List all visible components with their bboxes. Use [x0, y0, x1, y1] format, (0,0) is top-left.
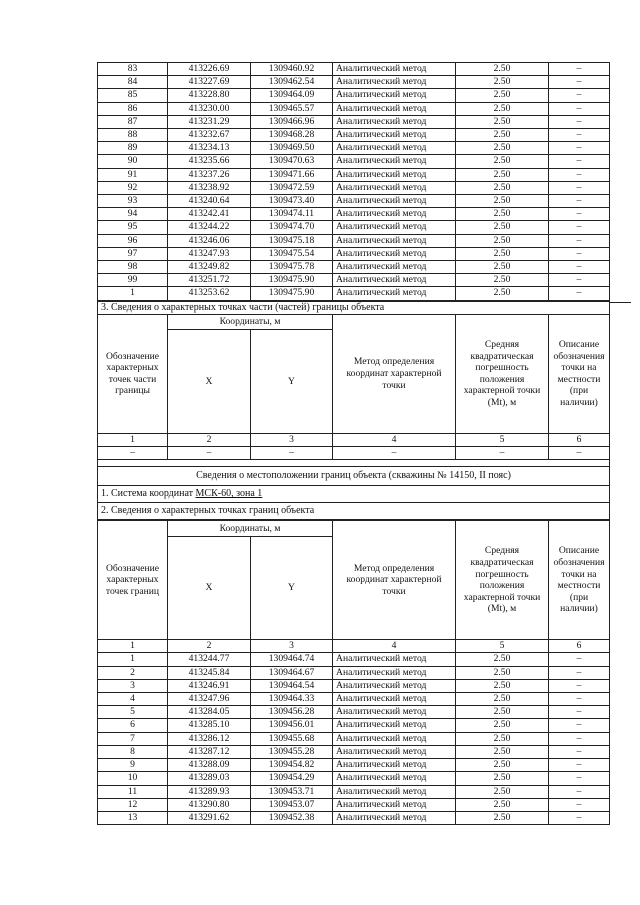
cell-number: 98 — [98, 261, 168, 274]
cell-y: 1309472.59 — [251, 181, 333, 194]
cell-description: – — [549, 76, 610, 89]
cell-description: – — [549, 759, 610, 772]
column-number-cell: 2 — [168, 433, 251, 446]
cell-y: 1309454.82 — [251, 759, 333, 772]
cell-description: – — [549, 115, 610, 128]
cell-number: 7 — [98, 732, 168, 745]
cell-error: 2.50 — [456, 102, 549, 115]
cell-description: – — [549, 679, 610, 692]
cell-description: – — [549, 195, 610, 208]
cell-description: – — [549, 221, 610, 234]
cell-y: 1309465.57 — [251, 102, 333, 115]
section3-header-description: Описание обозначения точки на местности (при наличии) — [549, 314, 610, 433]
cell-error: 2.50 — [456, 247, 549, 260]
table-row — [98, 785, 610, 798]
table-row — [98, 195, 610, 208]
table-row — [98, 208, 610, 221]
column-number-cell: – — [456, 447, 549, 460]
cell-method: Аналитический метод — [333, 693, 456, 706]
cell-x: 413240.64 — [168, 195, 251, 208]
upper-points-body — [98, 63, 610, 301]
cell-x: 413253.62 — [168, 287, 251, 300]
cell-method: Аналитический метод — [333, 653, 456, 666]
cell-error: 2.50 — [456, 181, 549, 194]
cell-number: 96 — [98, 234, 168, 247]
column-number-cell: 6 — [549, 433, 610, 446]
cell-x: 413227.69 — [168, 76, 251, 89]
cell-y: 1309460.92 — [251, 63, 333, 76]
cell-y: 1309469.50 — [251, 142, 333, 155]
section2-header-x: X — [168, 536, 251, 640]
cell-y: 1309453.71 — [251, 785, 333, 798]
table-row — [98, 719, 610, 732]
cell-y: 1309452.38 — [251, 811, 333, 824]
table-row — [98, 679, 610, 692]
cell-error: 2.50 — [456, 732, 549, 745]
cell-description: – — [549, 168, 610, 181]
cell-method: Аналитический метод — [333, 798, 456, 811]
table-row — [98, 772, 610, 785]
cell-error: 2.50 — [456, 287, 549, 300]
cell-y: 1309475.78 — [251, 261, 333, 274]
cell-method: Аналитический метод — [333, 287, 456, 300]
cell-description: – — [549, 247, 610, 260]
cell-y: 1309456.28 — [251, 706, 333, 719]
cell-method: Аналитический метод — [333, 221, 456, 234]
cell-error: 2.50 — [456, 155, 549, 168]
cell-y: 1309474.70 — [251, 221, 333, 234]
cell-number: 92 — [98, 181, 168, 194]
cell-number: 89 — [98, 142, 168, 155]
section3-header-designation: Обозначение характерных точек части границы — [98, 314, 168, 433]
section3-empty-row — [98, 447, 610, 460]
cell-description: – — [549, 208, 610, 221]
cell-x: 413289.93 — [168, 785, 251, 798]
cell-x: 413245.84 — [168, 666, 251, 679]
cell-error: 2.50 — [456, 115, 549, 128]
cell-y: 1309470.63 — [251, 155, 333, 168]
cell-number: 90 — [98, 155, 168, 168]
cell-y: 1309474.11 — [251, 208, 333, 221]
cell-error: 2.50 — [456, 679, 549, 692]
column-number-cell: 1 — [98, 640, 168, 653]
cell-description: – — [549, 181, 610, 194]
cell-number: 83 — [98, 63, 168, 76]
cell-error: 2.50 — [456, 129, 549, 142]
cell-y: 1309464.54 — [251, 679, 333, 692]
cell-method: Аналитический метод — [333, 679, 456, 692]
section2-header-y: Y — [251, 536, 333, 640]
column-number-cell: – — [98, 447, 168, 460]
cell-method: Аналитический метод — [333, 155, 456, 168]
table-row — [98, 234, 610, 247]
cell-error: 2.50 — [456, 759, 549, 772]
cell-x: 413246.91 — [168, 679, 251, 692]
cell-y: 1309455.68 — [251, 732, 333, 745]
table-row — [98, 155, 610, 168]
cell-error: 2.50 — [456, 208, 549, 221]
table-row — [98, 666, 610, 679]
coord-system-line — [98, 486, 610, 503]
cell-x: 413291.62 — [168, 811, 251, 824]
cell-method: Аналитический метод — [333, 772, 456, 785]
cell-method: Аналитический метод — [333, 785, 456, 798]
cell-x: 413231.29 — [168, 115, 251, 128]
cell-error: 2.50 — [456, 785, 549, 798]
cell-number: 94 — [98, 208, 168, 221]
cell-method: Аналитический метод — [333, 811, 456, 824]
cell-method: Аналитический метод — [333, 208, 456, 221]
cell-description: – — [549, 653, 610, 666]
column-number-cell: 1 — [98, 433, 168, 446]
coord-system-prefix: 1. Система координат — [101, 488, 196, 500]
cell-x: 413246.06 — [168, 234, 251, 247]
cell-description: – — [549, 772, 610, 785]
cell-x: 413226.69 — [168, 63, 251, 76]
section3-header-coords: Координаты, м — [168, 314, 333, 329]
column-number-cell: 3 — [251, 433, 333, 446]
cell-number: 97 — [98, 247, 168, 260]
cell-description: – — [549, 287, 610, 300]
cell-method: Аналитический метод — [333, 89, 456, 102]
section2-header-description: Описание обозначения точки на местности (при наличии) — [549, 521, 610, 640]
cell-method: Аналитический метод — [333, 115, 456, 128]
table-row — [98, 247, 610, 260]
cell-error: 2.50 — [456, 234, 549, 247]
cell-x: 413234.13 — [168, 142, 251, 155]
cell-method: Аналитический метод — [333, 719, 456, 732]
cell-description: – — [549, 63, 610, 76]
cell-number: 2 — [98, 666, 168, 679]
cell-description: – — [549, 102, 610, 115]
column-number-cell: – — [251, 447, 333, 460]
cell-method: Аналитический метод — [333, 666, 456, 679]
table-row — [98, 798, 610, 811]
table-row — [98, 287, 610, 300]
table-row — [98, 732, 610, 745]
cell-number: 84 — [98, 76, 168, 89]
cell-error: 2.50 — [456, 142, 549, 155]
cell-error: 2.50 — [456, 195, 549, 208]
table-row — [98, 142, 610, 155]
table-row — [98, 261, 610, 274]
column-number-cell: 4 — [333, 433, 456, 446]
cell-error: 2.50 — [456, 666, 549, 679]
column-number-cell: 6 — [549, 640, 610, 653]
cell-error: 2.50 — [456, 693, 549, 706]
table-row — [98, 811, 610, 824]
cell-number: 3 — [98, 679, 168, 692]
table-row — [98, 115, 610, 128]
cell-description: – — [549, 142, 610, 155]
cell-x: 413247.93 — [168, 247, 251, 260]
table-row — [98, 129, 610, 142]
section2-header-designation: Обозначение характерных точек границ — [98, 521, 168, 640]
cell-description: – — [549, 129, 610, 142]
cell-description: – — [549, 89, 610, 102]
cell-method: Аналитический метод — [333, 142, 456, 155]
column-number-cell: – — [333, 447, 456, 460]
cell-y: 1309456.01 — [251, 719, 333, 732]
table-row — [98, 181, 610, 194]
cell-x: 413244.22 — [168, 221, 251, 234]
cell-x: 413242.41 — [168, 208, 251, 221]
upper-points-table — [97, 62, 610, 301]
cell-y: 1309464.09 — [251, 89, 333, 102]
cell-method: Аналитический метод — [333, 274, 456, 287]
section3-header-y: Y — [251, 330, 333, 434]
table-row — [98, 693, 610, 706]
cell-description: – — [549, 798, 610, 811]
cell-method: Аналитический метод — [333, 129, 456, 142]
cell-number: 93 — [98, 195, 168, 208]
cell-number: 10 — [98, 772, 168, 785]
table-row — [98, 759, 610, 772]
cell-number: 87 — [98, 115, 168, 128]
table-row — [98, 76, 610, 89]
cell-number: 13 — [98, 811, 168, 824]
cell-number: 85 — [98, 89, 168, 102]
coord-system-value: МСК-60, зона 1 — [195, 488, 263, 500]
cell-y: 1309475.90 — [251, 274, 333, 287]
cell-number: 88 — [98, 129, 168, 142]
cell-x: 413290.80 — [168, 798, 251, 811]
column-number-cell: 3 — [251, 640, 333, 653]
cell-x: 413238.92 — [168, 181, 251, 194]
cell-y: 1309475.18 — [251, 234, 333, 247]
cell-y: 1309454.29 — [251, 772, 333, 785]
cell-y: 1309464.67 — [251, 666, 333, 679]
cell-number: 4 — [98, 693, 168, 706]
table-row — [98, 274, 610, 287]
cell-number: 12 — [98, 798, 168, 811]
cell-x: 413232.67 — [168, 129, 251, 142]
cell-error: 2.50 — [456, 89, 549, 102]
table-row — [98, 102, 610, 115]
cell-y: 1309455.28 — [251, 745, 333, 758]
cell-x: 413249.82 — [168, 261, 251, 274]
column-number-cell: – — [549, 447, 610, 460]
cell-description: – — [549, 785, 610, 798]
section2-header-coords: Координаты, м — [168, 521, 333, 536]
section2-title: 2. Сведения о характерных точках границ объекта — [98, 503, 610, 520]
cell-method: Аналитический метод — [333, 732, 456, 745]
cell-method: Аналитический метод — [333, 102, 456, 115]
cell-error: 2.50 — [456, 261, 549, 274]
cell-description: – — [549, 719, 610, 732]
cell-number: 86 — [98, 102, 168, 115]
column-number-cell: 5 — [456, 433, 549, 446]
cell-number: 9 — [98, 759, 168, 772]
section3-number-row — [98, 433, 610, 446]
lower-points-body — [98, 653, 610, 825]
cell-error: 2.50 — [456, 221, 549, 234]
cell-number: 1 — [98, 287, 168, 300]
cell-description: – — [549, 693, 610, 706]
cell-description: – — [549, 234, 610, 247]
cell-number: 95 — [98, 221, 168, 234]
cell-error: 2.50 — [456, 706, 549, 719]
cell-error: 2.50 — [456, 811, 549, 824]
section3-spacer — [98, 460, 610, 467]
cell-error: 2.50 — [456, 76, 549, 89]
column-number-cell: 4 — [333, 640, 456, 653]
cell-x: 413237.26 — [168, 168, 251, 181]
cell-number: 1 — [98, 653, 168, 666]
location-title: Сведения о местоположении границ объекта (скважины № 14150, II пояс) — [98, 467, 610, 486]
cell-error: 2.50 — [456, 745, 549, 758]
margin-rule — [609, 302, 631, 303]
cell-y: 1309471.66 — [251, 168, 333, 181]
table-row — [98, 89, 610, 102]
cell-description: – — [549, 666, 610, 679]
section3-header-x: X — [168, 330, 251, 434]
cell-y: 1309462.54 — [251, 76, 333, 89]
column-number-cell: – — [168, 447, 251, 460]
cell-error: 2.50 — [456, 653, 549, 666]
section3-header-error: Средняя квадратическая погрешность положения характерной точки (Mt), м — [456, 314, 549, 433]
cell-number: 6 — [98, 719, 168, 732]
cell-x: 413251.72 — [168, 274, 251, 287]
cell-method: Аналитический метод — [333, 76, 456, 89]
table-row — [98, 653, 610, 666]
cell-number: 91 — [98, 168, 168, 181]
document-page — [97, 62, 609, 825]
cell-method: Аналитический метод — [333, 195, 456, 208]
cell-x: 413247.96 — [168, 693, 251, 706]
section2-table — [97, 520, 610, 825]
cell-y: 1309475.90 — [251, 287, 333, 300]
cell-description: – — [549, 706, 610, 719]
cell-x: 413284.05 — [168, 706, 251, 719]
cell-description: – — [549, 261, 610, 274]
column-number-cell: 2 — [168, 640, 251, 653]
cell-number: 8 — [98, 745, 168, 758]
cell-description: – — [549, 732, 610, 745]
cell-y: 1309466.96 — [251, 115, 333, 128]
table-row — [98, 63, 610, 76]
cell-method: Аналитический метод — [333, 706, 456, 719]
cell-description: – — [549, 811, 610, 824]
cell-method: Аналитический метод — [333, 745, 456, 758]
cell-x: 413287.12 — [168, 745, 251, 758]
cell-error: 2.50 — [456, 274, 549, 287]
cell-method: Аналитический метод — [333, 234, 456, 247]
cell-method: Аналитический метод — [333, 181, 456, 194]
cell-x: 413228.80 — [168, 89, 251, 102]
section3-table — [97, 301, 610, 521]
table-row — [98, 168, 610, 181]
cell-error: 2.50 — [456, 168, 549, 181]
cell-error: 2.50 — [456, 63, 549, 76]
section2-header-method: Метод определения координат характерной точки — [333, 521, 456, 640]
cell-number: 99 — [98, 274, 168, 287]
table-row — [98, 706, 610, 719]
column-number-cell: 5 — [456, 640, 549, 653]
cell-y: 1309473.40 — [251, 195, 333, 208]
table-row — [98, 221, 610, 234]
cell-method: Аналитический метод — [333, 261, 456, 274]
cell-x: 413244.77 — [168, 653, 251, 666]
cell-description: – — [549, 274, 610, 287]
cell-method: Аналитический метод — [333, 168, 456, 181]
cell-description: – — [549, 155, 610, 168]
cell-number: 5 — [98, 706, 168, 719]
cell-method: Аналитический метод — [333, 759, 456, 772]
cell-x: 413235.66 — [168, 155, 251, 168]
cell-method: Аналитический метод — [333, 63, 456, 76]
cell-y: 1309453.07 — [251, 798, 333, 811]
section2-number-row — [98, 640, 610, 653]
cell-y: 1309475.54 — [251, 247, 333, 260]
section3-title: 3. Сведения о характерных точках части (частей) границы объекта — [98, 301, 610, 314]
cell-method: Аналитический метод — [333, 247, 456, 260]
cell-y: 1309464.33 — [251, 693, 333, 706]
cell-error: 2.50 — [456, 719, 549, 732]
cell-y: 1309468.28 — [251, 129, 333, 142]
cell-x: 413230.00 — [168, 102, 251, 115]
cell-x: 413288.09 — [168, 759, 251, 772]
cell-number: 11 — [98, 785, 168, 798]
cell-x: 413289.03 — [168, 772, 251, 785]
table-row — [98, 745, 610, 758]
cell-error: 2.50 — [456, 798, 549, 811]
section3-header-method: Метод определения координат характерной точки — [333, 314, 456, 433]
cell-error: 2.50 — [456, 772, 549, 785]
cell-y: 1309464.74 — [251, 653, 333, 666]
cell-description: – — [549, 745, 610, 758]
section2-header-error: Средняя квадратическая погрешность положения характерной точки (Mt), м — [456, 521, 549, 640]
cell-x: 413285.10 — [168, 719, 251, 732]
cell-x: 413286.12 — [168, 732, 251, 745]
